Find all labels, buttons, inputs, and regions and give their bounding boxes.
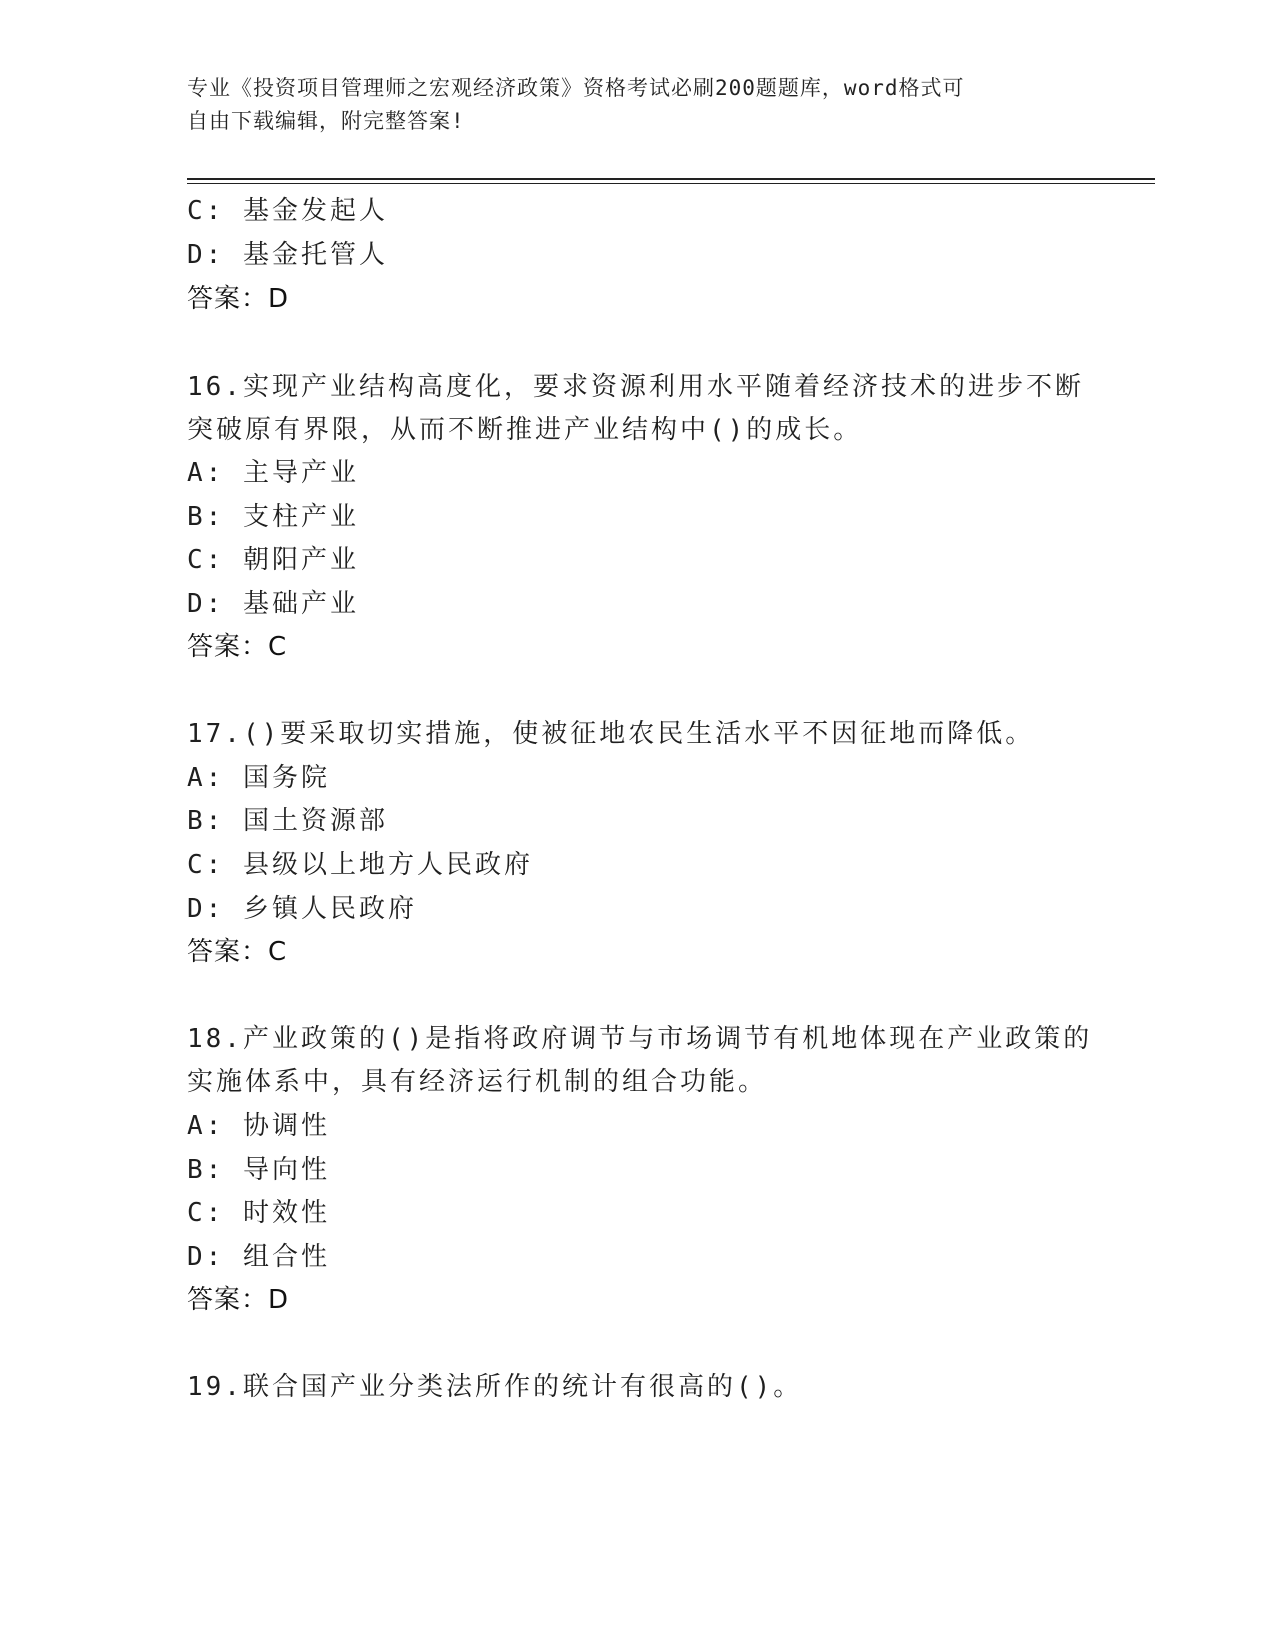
question-stem: 16.实现产业结构高度化，要求资源利用水平随着经济技术的进步不断 [187, 372, 1084, 402]
header-line-2: 自由下载编辑，附完整答案! [187, 109, 465, 133]
answer-line: 答案：D [187, 284, 290, 314]
question-stem: 17.()要采取切实措施，使被征地农民生活水平不因征地而降低。 [187, 719, 1035, 749]
option-d: D: 基金托管人 [187, 240, 388, 270]
option-a: A: 协调性 [187, 1111, 330, 1141]
header-divider-thick [187, 178, 1155, 180]
question-stem: 18.产业政策的()是指将政府调节与市场调节有机地体现在产业政策的 [187, 1024, 1093, 1054]
header-divider-thin [187, 183, 1155, 184]
option-c: C: 时效性 [187, 1198, 330, 1228]
question-stem: 突破原有界限，从而不断推进产业结构中()的成长。 [187, 415, 863, 445]
answer-line: 答案：C [187, 632, 288, 662]
option-b: B: 导向性 [187, 1155, 330, 1185]
header-line-1: 专业《投资项目管理师之宏观经济政策》资格考试必刷200题题库，word格式可 [187, 76, 965, 100]
option-d: D: 组合性 [187, 1242, 330, 1272]
option-c: C: 朝阳产业 [187, 545, 359, 575]
option-b: B: 支柱产业 [187, 502, 359, 532]
question-stem: 实施体系中，具有经济运行机制的组合功能。 [187, 1067, 768, 1097]
option-a: A: 主导产业 [187, 458, 359, 488]
option-d: D: 乡镇人民政府 [187, 894, 417, 924]
question-stem: 19.联合国产业分类法所作的统计有很高的()。 [187, 1372, 803, 1402]
document-header [187, 72, 1067, 138]
option-d: D: 基础产业 [187, 589, 359, 619]
option-a: A: 国务院 [187, 763, 330, 793]
option-c: C: 基金发起人 [187, 196, 388, 226]
answer-line: 答案：D [187, 1285, 290, 1315]
option-c: C: 县级以上地方人民政府 [187, 850, 533, 880]
answer-line: 答案：C [187, 937, 288, 967]
option-b: B: 国土资源部 [187, 806, 388, 836]
